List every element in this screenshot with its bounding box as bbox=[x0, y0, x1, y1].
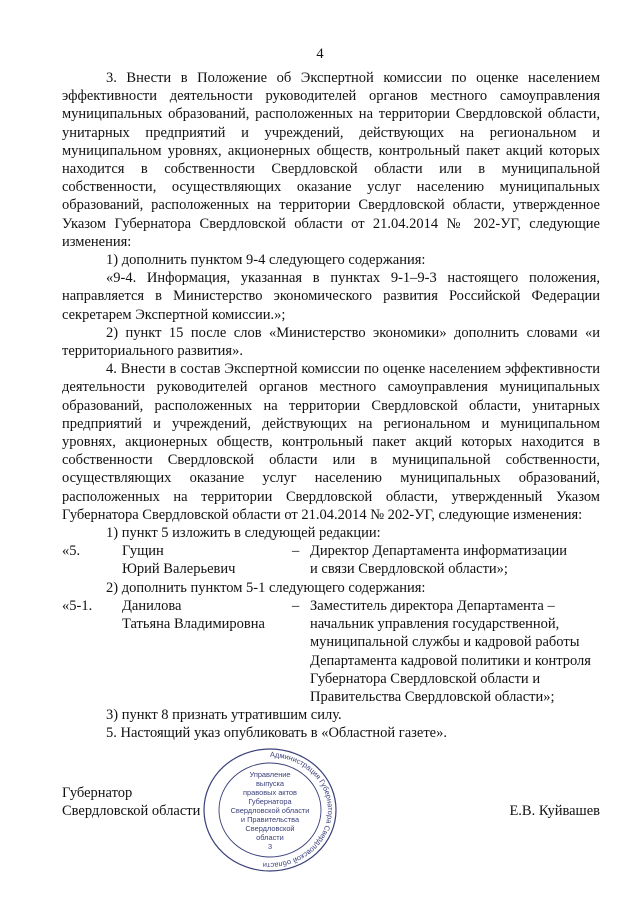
stamp-line-5: Свердловской области bbox=[230, 806, 310, 815]
document-body bbox=[62, 69, 600, 743]
stamp-ring-text: Администрация Губернатора Свердловской области bbox=[262, 749, 335, 871]
section-5: 5. Настоящий указ опубликовать в «Областной газете». bbox=[106, 725, 447, 742]
stamp-line-8: области bbox=[256, 833, 284, 842]
section-3-item-2: 2) пункт 15 после слов «Министерство экономики» дополнить словами «и территориального развития». bbox=[62, 324, 600, 360]
commission-entry-5-1 bbox=[62, 597, 600, 706]
section-4-item-2: 2) дополнить пунктом 5-1 следующего содержания: bbox=[106, 579, 426, 596]
entry-person bbox=[122, 542, 292, 578]
entry-dash: – bbox=[292, 543, 300, 560]
stamp-line-2: выпуска bbox=[255, 779, 285, 788]
section-3-intro: 3. Внести в Положение об Экспертной комиссии по оценке населением эффективности деятельности руководителей органов местного самоуправления муниципальных образований, расположенных на территории Свердловской области, унитарных предприятий и учреждений, действующих на региональном и муниципальном уровнях, акционерных обществ, контрольный пакет акций которых находится в собственности Свердловской области или в муниципальной собственности, осуществляющих оказание услуг населению муниципальных образований, расположенных на территории Свердловской области, утвержденное Указом Губернатора Свердловской области от 21.04.2014 № 202-УГ, следующие изменения: bbox=[62, 70, 600, 250]
entry-position: Заместитель директора Департамента – начальник управления государственной, муниципальной службы и кадровой работы Департамента кадровой политики и контроля Губернатора Свердловской области и Правительства Свердловской области»; bbox=[310, 597, 591, 705]
entry-dash: – bbox=[292, 597, 300, 614]
section-4-item-3: 3) пункт 8 признать утратившим силу. bbox=[106, 707, 342, 724]
entry-number: «5. bbox=[62, 543, 81, 560]
section-3-item-1: 1) дополнить пунктом 9-4 следующего содержания: bbox=[106, 252, 426, 269]
stamp-line-7: Свердловской bbox=[245, 824, 295, 833]
entry-position-line-1: Директор Департамента информатизации bbox=[310, 543, 567, 560]
stamp-line-9: 3 bbox=[267, 842, 273, 851]
entry-surname: Гущин bbox=[122, 543, 164, 560]
entry-person bbox=[122, 597, 292, 706]
signatory-title-line-1: Губернатор bbox=[62, 785, 133, 801]
signatory-name: Е.В. Куйвашев bbox=[509, 803, 600, 819]
signature-block bbox=[62, 784, 600, 820]
commission-entry-5 bbox=[62, 542, 600, 578]
section-3-item-1-quote: «9-4. Информация, указанная в пунктах 9-1–9-3 настоящего положения, направляется в Министерство экономического развития Российской Федерации секретарем Экспертной комиссии.»; bbox=[62, 270, 600, 323]
stamp-line-6: и Правительства bbox=[240, 815, 300, 824]
page-number: 4 bbox=[316, 46, 324, 62]
entry-surname: Данилова bbox=[122, 597, 182, 614]
stamp-line-4: Губернатора bbox=[248, 797, 292, 806]
entry-number: «5-1. bbox=[62, 597, 93, 614]
entry-position-line-2: и связи Свердловской области»; bbox=[310, 561, 508, 578]
entry-given-name: Юрий Валерьевич bbox=[122, 561, 236, 578]
signatory-title-line-2: Свердловской области bbox=[62, 803, 201, 820]
stamp-line-1: Управление bbox=[249, 770, 291, 779]
section-4-item-1: 1) пункт 5 изложить в следующей редакции: bbox=[106, 525, 381, 542]
section-4-intro: 4. Внести в состав Экспертной комиссии по оценке населением эффективности деятельности руководителей органов местного самоуправления муниципальных образований, расположенных на территории Свердловской области, унитарных предприятий и учреждений, действующих на региональном и муниципальном уровнях, акционерных обществ, контрольный пакет акций которых находится в собственности Свердловской области или в муниципальной собственности, осуществляющих оказание услуг населению муниципальных образований, расположенных на территории Свердловской области, утвержденный Указом Губернатора Свердловской области от 21.04.2014 № 202-УГ, следующие изменения: bbox=[62, 361, 600, 523]
entry-position bbox=[310, 542, 600, 578]
stamp-line-3: правовых актов bbox=[243, 788, 297, 797]
entry-given-name: Татьяна Владимировна bbox=[122, 616, 265, 633]
